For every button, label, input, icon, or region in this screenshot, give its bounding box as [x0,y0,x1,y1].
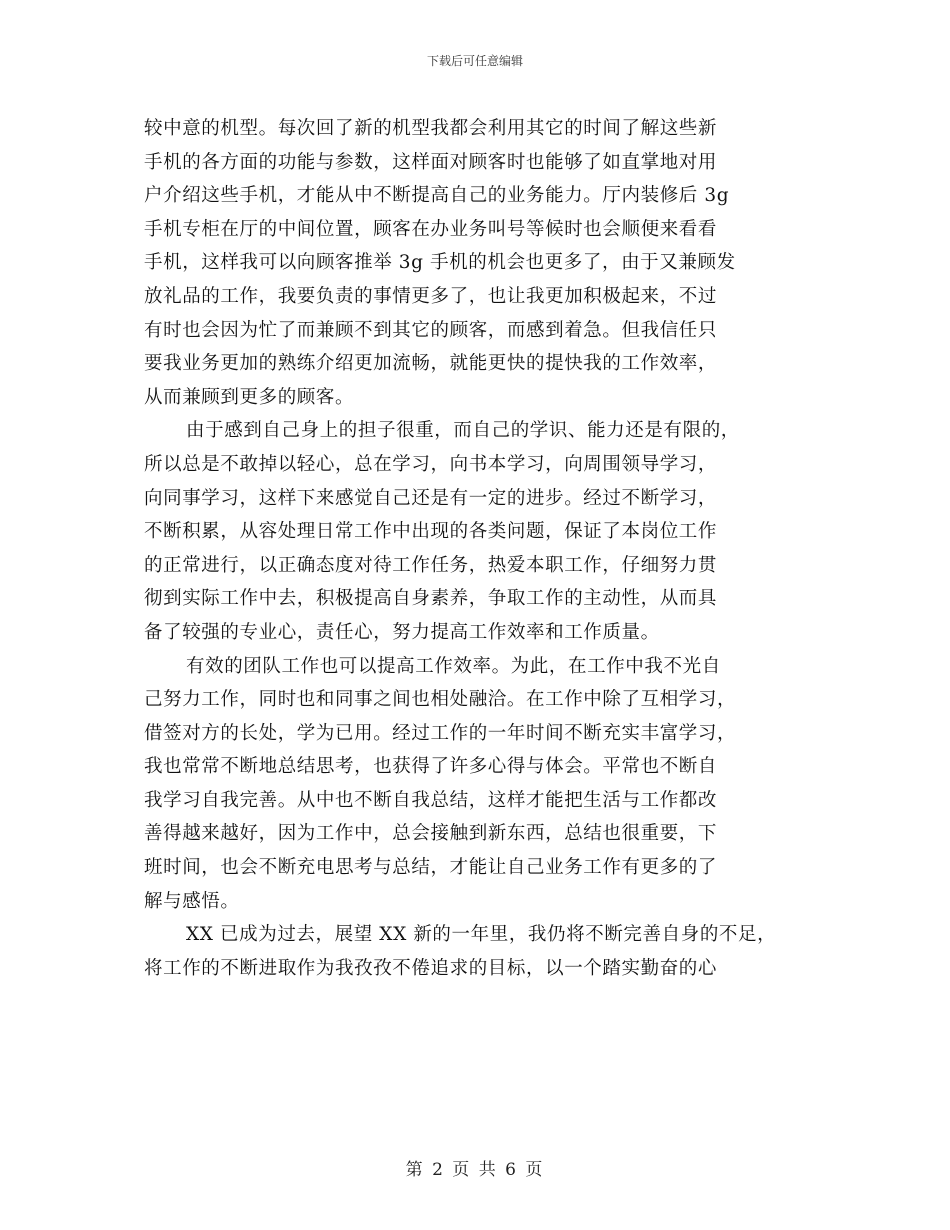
body-line: 彻到实际工作中去，积极提高自身素养，争取工作的主动性，从而具 [144,588,718,610]
page-header: 下载后可任意编辑 [426,54,523,68]
body-line: 手机专柜在厅的中间位置，顾客在办业务叫号等候时也会顺便来看看 [144,218,718,240]
body-line: 我学习自我完善。从中也不断自我总结，这样才能把生活与工作都改 [144,789,718,811]
body-line: 将工作的不断进取作为我孜孜不倦追求的目标，以一个踏实勤奋的心 [144,957,718,979]
body-line: 有时也会因为忙了而兼顾不到其它的顾客，而感到着急。但我信任只 [144,319,718,341]
body-line: 户介绍这些手机，才能从中不断提高自己的业务能力。厅内装修后 3g [144,185,730,207]
body-line: 借签对方的长处，学为已用。经过工作的一年时间不断充实丰富学习， [144,722,737,744]
body-line: 手机，这样我可以向顾客推举 3g 手机的机会也更多了，由于又兼顾发 [144,252,736,274]
body-line: 所以总是不敢掉以轻心，总在学习，向书本学习，向周围领导学习， [144,453,718,475]
body-line: 解与感悟。 [144,890,240,912]
paragraph-start-line: 有效的团队工作也可以提高工作效率。为此，在工作中我不光自 [186,655,721,677]
body-line: 不断积累，从容处理日常工作中出现的各类问题，保证了本岗位工作 [144,521,718,543]
body-line: 我也常常不断地总结思考，也获得了许多心得与体会。平常也不断自 [144,756,718,778]
body-line: 要我业务更加的熟练介绍更加流畅，就能更快的提快我的工作效率， [144,353,718,375]
body-line: 的正常进行，以正确态度对待工作任务，热爱本职工作，仔细努力贯 [144,554,718,576]
body-line: 备了较强的专业心，责任心，努力提高工作效率和工作质量。 [144,621,660,643]
paragraph-start-line: 由于感到自己身上的担子很重，而自己的学识、能力还是有限的， [186,420,740,442]
page-number-footer: 第 2 页 共 6 页 [405,1160,545,1180]
document-body [144,112,809,985]
body-line: 较中意的机型。每次回了新的机型我都会利用其它的时间了解这些新 [144,118,718,139]
body-line: 放礼品的工作，我要负责的事情更多了，也让我更加积极起来，不过 [144,285,718,307]
body-line: 善得越来越好，因为工作中，总会接触到新东西，总结也很重要，下 [144,823,718,845]
paragraph-start-line: XX 已成为过去，展望 XX 新的一年里，我仍将不断完善自身的不足， [186,924,777,946]
body-line: 班时间，也会不断充电思考与总结，才能让自己业务工作有更多的了 [144,857,718,879]
body-line: 己努力工作，同时也和同事之间也相处融洽。在工作中除了互相学习， [144,689,737,711]
body-line: 向同事学习，这样下来感觉自己还是有一定的进步。经过不断学习， [144,487,718,509]
body-line: 手机的各方面的功能与参数，这样面对顾客时也能够了如直掌地对用 [144,151,718,173]
body-line: 从而兼顾到更多的顾客。 [144,386,355,408]
